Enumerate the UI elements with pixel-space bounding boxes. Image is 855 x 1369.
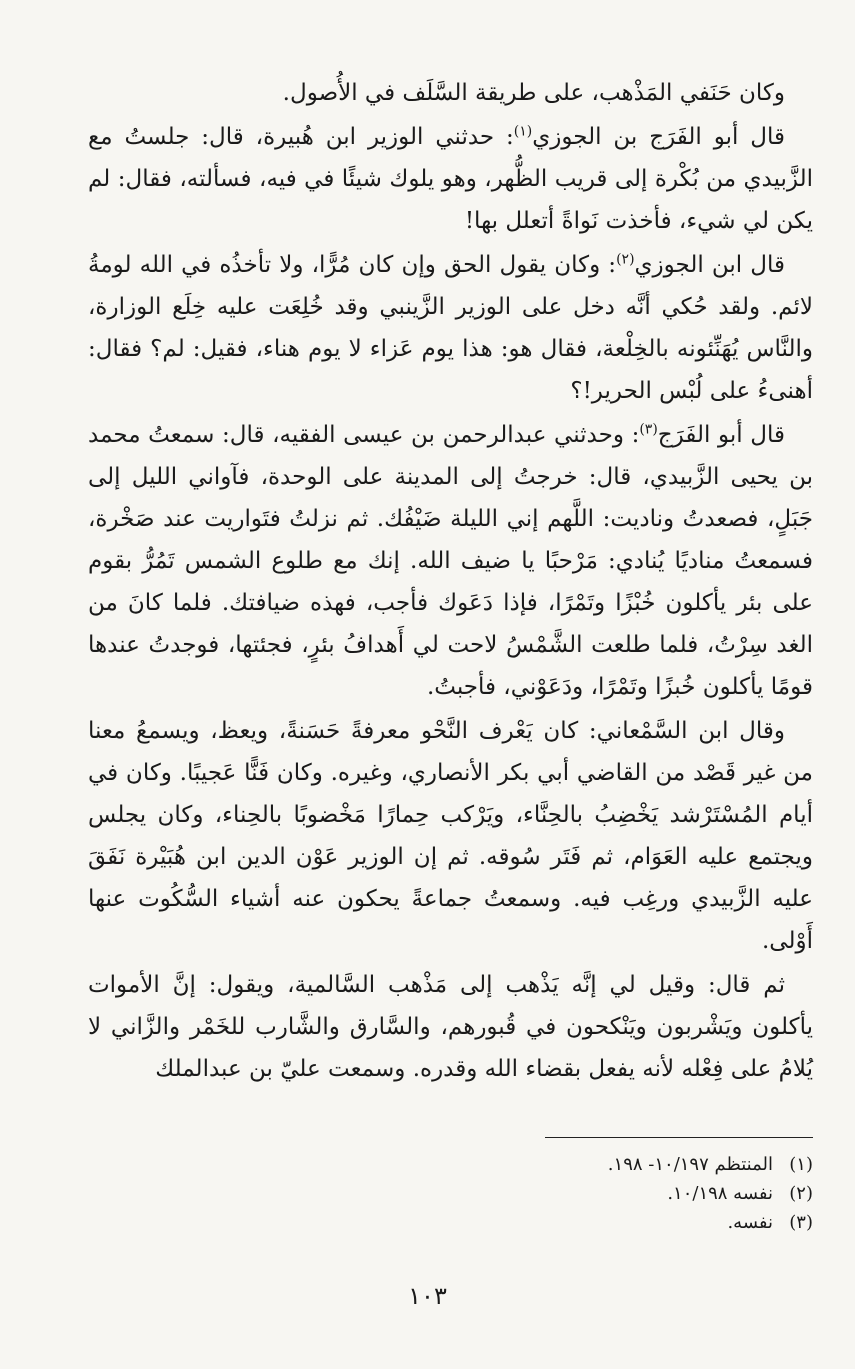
footnote-divider [545, 1137, 813, 1138]
text-run: قال أبو الفَرَج بن الجوزي [532, 124, 785, 150]
paragraph [88, 244, 813, 412]
text-run: قال أبو الفَرَج [657, 422, 785, 448]
paragraph [88, 710, 813, 962]
footnote-reference: (١) [513, 123, 533, 140]
text-run: ثم قال: وقيل لي إنَّه يَذْهب إلى مَذْهب السَّالمية، ويقول: إنَّ الأموات يأكلون ويَشْربون ويَنْكحون في قُبورهم، والسَّارق والشَّارب للخَمْر والزَّاني لا يُلامُ على فِعْله لأنه يفعل بقضاء الله وقدره. وسمعت عليّ بن عبدالملك [88, 972, 813, 1082]
footnote-text: المنتظم ١٠/١٩٧- ١٩٨. [607, 1154, 773, 1175]
footnote-number: (١) [789, 1154, 813, 1175]
footnote [88, 1179, 813, 1208]
footnote-reference: (٢) [616, 251, 635, 268]
text-run: قال ابن الجوزي [634, 252, 786, 278]
footnote [88, 1208, 813, 1237]
footnote-number: (٢) [789, 1183, 813, 1204]
text-run: وكان حَنَفي المَذْهب، على طريقة السَّلَف في الأُصول. [282, 80, 785, 106]
footnote-text: نفسه ١٠/١٩٨. [667, 1183, 773, 1204]
footnote-number: (٣) [789, 1212, 813, 1233]
paragraph [88, 116, 813, 242]
text-run: : وحدثني عبدالرحمن بن عيسى الفقيه، قال: سمعتُ محمد بن يحيى الزَّبيدي، قال: خرجتُ إلى المدينة على الوحدة، فآواني الليل إلى جَبَلٍ، فصعدتُ وناديت: اللَّهم إني الليلة ضَيْفُك. ثم نزلتُ فتَواريت عند صَخْرة، فسمعتُ مناديًا يُنادي: مَرْحبًا يا ضيف الله. إنك مع طلوع الشمس تَمُرُّ بقوم على بئر يأكلون خُبْزًا وتَمْرًا، فإذا دَعَوك فأجب، فهذه ضيافتك. فلما كانَ من الغد سِرْتُ، فلما طلعت الشَّمْسُ لاحت لي أَهدافُ بئرٍ، فجئتها، فوجدتُ عندها قومًا يأكلون خُبزًا وتَمْرًا، ودَعَوْني، فأجبتُ. [88, 422, 813, 700]
paragraph [88, 964, 813, 1090]
paragraph [88, 72, 813, 114]
body-text [88, 72, 813, 1090]
text-run: : حدثني الوزير ابن هُبيرة، قال: جلستُ مع الزَّبيدي من بُكْرة إلى قريب الظُّهر، وهو يلوك شيئًا في فيه، فسألته، فقال: لم يكن لي شيء، فأخذت نَواةً أتعلل بها! [88, 124, 814, 234]
text-run: : وكان يقول الحق وإن كان مُرًّا، ولا تأخذُه في الله لومةُ لائم. ولقد حُكي أنَّه دخل على الوزير الزَّينبي وقد خُلِعَت عليه خِلَع الوزارة، والنَّاس يُهَنِّئونه بالخِلْعة، فقال هو: هذا يوم عَزاء لا يوم هناء، فقيل: لم؟ فقال: أهنىءُ على لُبْس الحرير!؟ [88, 252, 813, 404]
text-run: وقال ابن السَّمْعاني: كان يَعْرف النَّحْو معرفةً حَسَنةً، ويعظ، ويسمعُ معنا من غير قَصْد من القاضي أبي بكر الأنصاري، وغيره. وكان فَنًّا عَجيبًا. وكان في أيام المُسْتَرْشد يَخْضِبُ بالحِنَّاء، ويَرْكب حِمارًا مَخْضوبًا بالحِناء، وكان يجلس ويجتمع عليه العَوَام، ثم فَتَر سُوقه. ثم إن الوزير عَوْن الدين ابن هُبَيْرة نَفَقَ عليه الزَّبيدي ورغِب فيه. وسمعتُ جماعةً يحكون عنه أشياء السُّكُوت عنها أَوْلى. [88, 718, 813, 954]
page-number: ١٠٣ [408, 1282, 447, 1310]
footnote-text: نفسه. [727, 1212, 773, 1233]
paragraph [88, 414, 813, 708]
footnotes [88, 1150, 813, 1237]
footnote [88, 1150, 813, 1179]
footnote-reference: (٣) [639, 421, 658, 438]
